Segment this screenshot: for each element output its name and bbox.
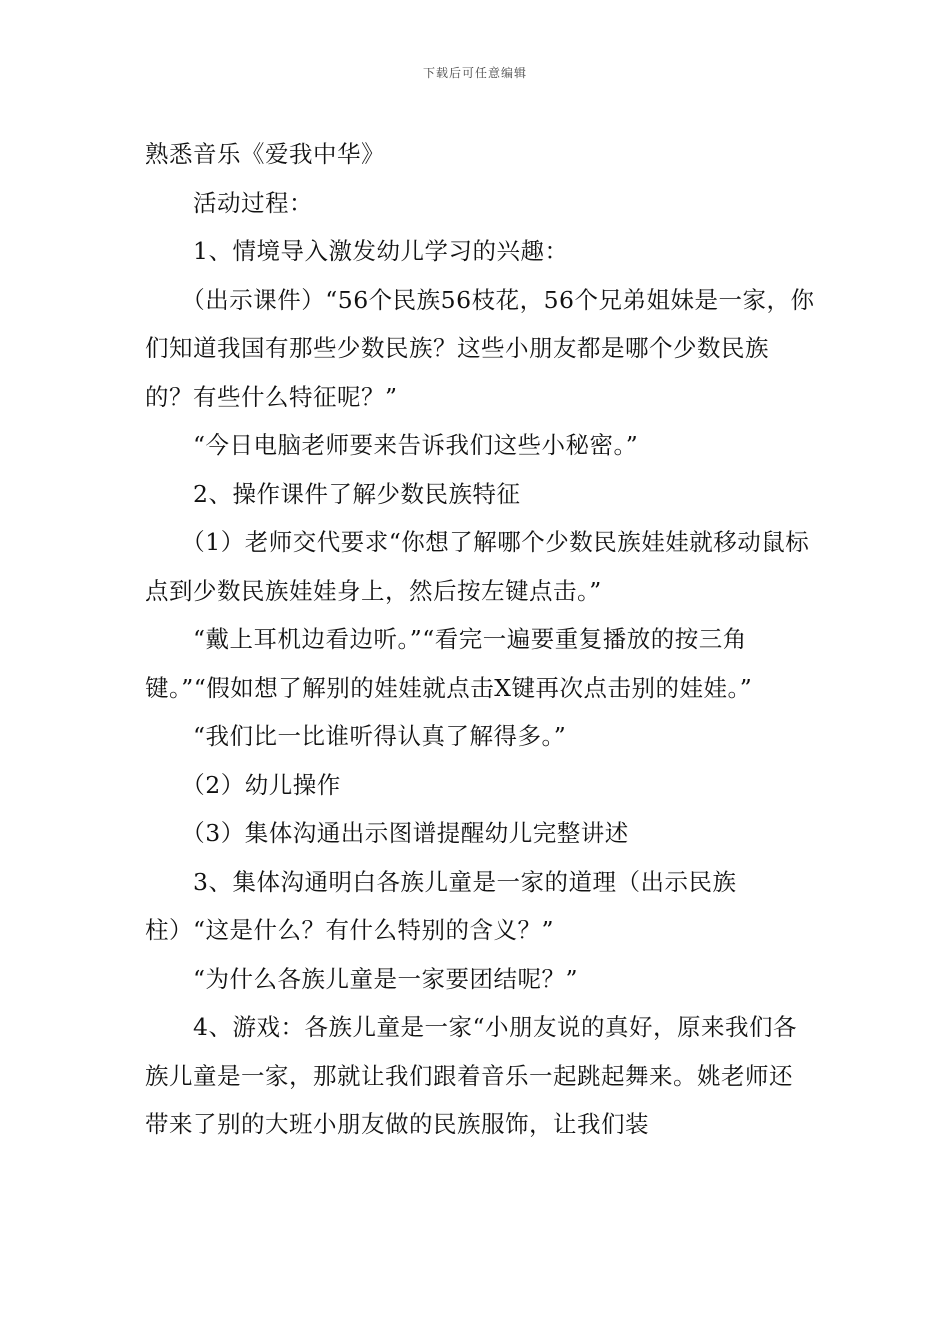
paragraph-1: 熟悉音乐《爱我中华》 (145, 140, 385, 168)
paragraph-12: 3、集体沟通明白各族儿童是一家的道理（出示民族柱）“这是什么？有什么特别的含义？” (145, 867, 737, 944)
paragraph-10: （2）幼儿操作 (145, 770, 341, 799)
paragraph-5: “今日电脑老师要来告诉我们这些小秘密。” (145, 431, 639, 459)
paragraph-9: “我们比一比谁听得认真了解得多。” (145, 722, 567, 750)
paragraph-2: 活动过程： (145, 188, 313, 217)
paragraph-14: 4、游戏：各族儿童是一家“小朋友说的真好，原来我们各族儿童是一家，那就让我们跟着音乐一起跳起舞来。姚老师还带来了别的大班小朋友做的民族服饰，让我们装 (145, 1013, 797, 1138)
document-body (145, 130, 815, 1149)
paragraph-11: （3）集体沟通出示图谱提醒幼儿完整讲述 (145, 819, 629, 847)
paragraph-4: （出示课件）“56个民族56枝花，56个兄弟姐妹是一家，你们知道我国有那些少数民族？这些小朋友都是哪个少数民族的？有些什么特征呢？” (145, 285, 815, 411)
paragraph-3: 1、情境导入激发幼儿学习的兴趣： (145, 237, 569, 265)
paragraph-7: （1）老师交代要求“你想了解哪个少数民族娃娃就移动鼠标点到少数民族娃娃身上，然后按左键点击。” (145, 528, 810, 605)
paragraph-6: 2、操作课件了解少数民族特征 (145, 479, 521, 508)
paragraph-13: “为什么各族儿童是一家要团结呢？” (145, 964, 579, 993)
page-header: 下载后可任意编辑 (422, 66, 527, 80)
paragraph-8: “戴上耳机边看边听。”“看完一遍要重复播放的按三角键。”“假如想了解别的娃娃就点击X键再次点击别的娃娃。” (145, 625, 753, 702)
